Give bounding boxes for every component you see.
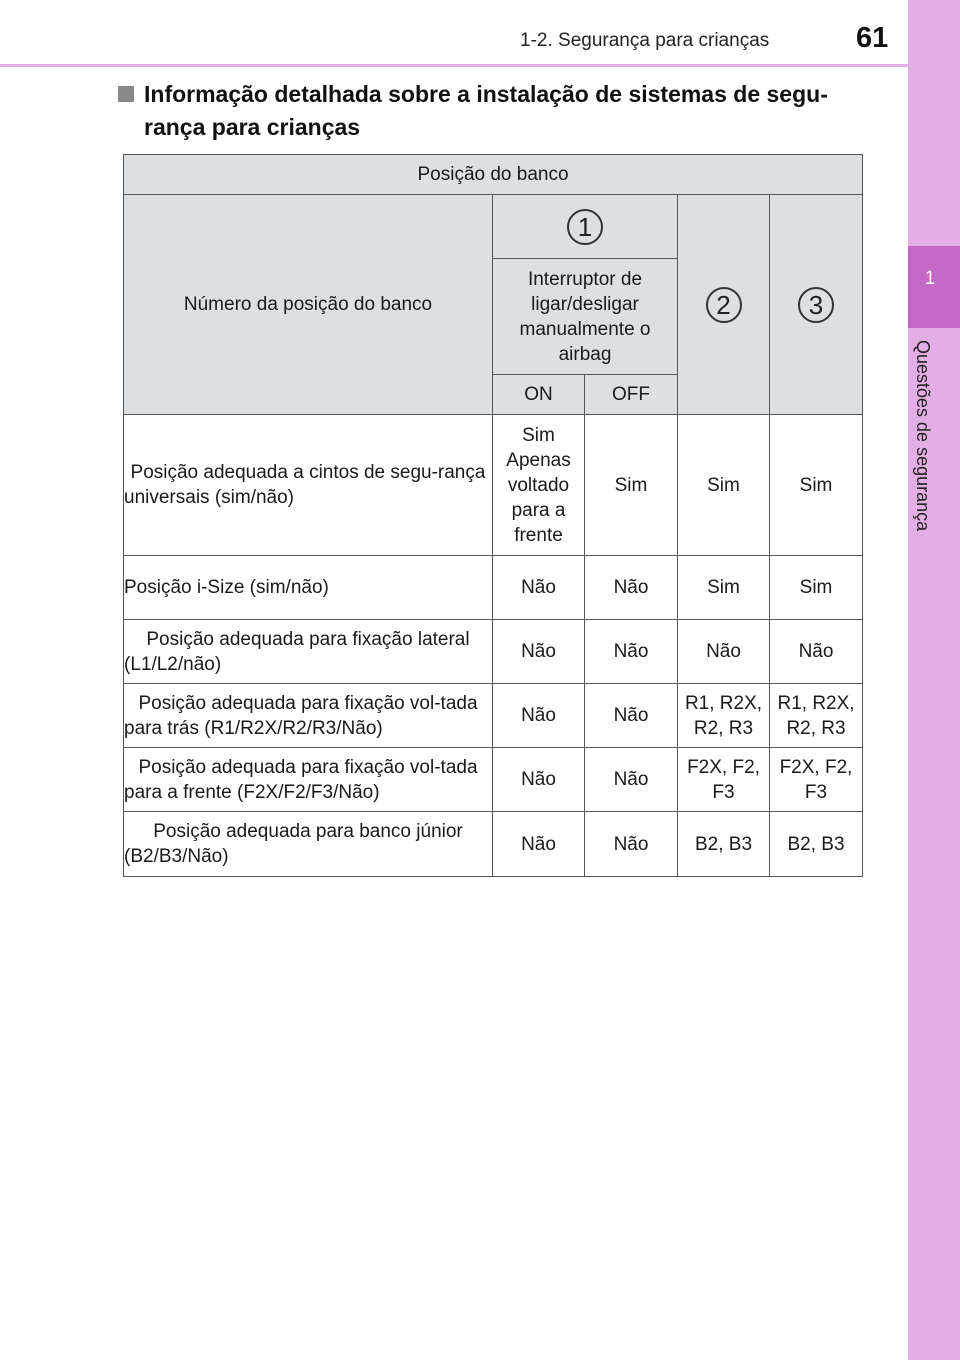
seat-number-label: Número da posição do banco	[124, 195, 493, 415]
chapter-number: 1	[924, 268, 936, 289]
cell-on: Não	[493, 748, 585, 812]
table-title: Posição do banco	[124, 155, 863, 195]
seat-number-1-icon: 1	[567, 209, 603, 245]
row-label: Posição i-Size (sim/não)	[124, 556, 493, 620]
cell-position-3: F2X, F2, F3	[770, 748, 863, 812]
cell-position-2: Não	[678, 620, 770, 684]
cell-position-2: R1, R2X, R2, R3	[678, 684, 770, 748]
cell-on: Não	[493, 684, 585, 748]
cell-off: Sim	[585, 415, 678, 556]
cell-position-3: R1, R2X, R2, R3	[770, 684, 863, 748]
cell-off: Não	[585, 812, 678, 877]
page-number: 61	[856, 22, 889, 54]
cell-position-2: B2, B3	[678, 812, 770, 877]
cell-on: Sim Apenas voltado para a frente	[493, 415, 585, 556]
header-divider	[0, 64, 908, 67]
row-label: Posição adequada para fixação vol-tada para trás (R1/R2X/R2/R3/Não)	[124, 684, 493, 748]
cell-off: Não	[585, 684, 678, 748]
chapter-title: Questões de segurança	[913, 340, 933, 532]
table-row	[124, 556, 863, 620]
seat-position-3	[770, 195, 863, 415]
switch-off-label: OFF	[585, 375, 678, 415]
chapter-side-tab	[908, 0, 960, 1360]
cell-position-2: Sim	[678, 556, 770, 620]
table-row	[124, 812, 863, 877]
cell-position-3: B2, B3	[770, 812, 863, 877]
square-bullet-icon	[118, 86, 134, 102]
cell-off: Não	[585, 748, 678, 812]
row-label: Posição adequada para fixação lateral (L1/L2/não)	[124, 620, 493, 684]
seat-number-2-icon: 2	[706, 287, 742, 323]
table-row	[124, 620, 863, 684]
cell-position-2: F2X, F2, F3	[678, 748, 770, 812]
seat-number-3-icon: 3	[798, 287, 834, 323]
table-row	[124, 684, 863, 748]
section-heading: Informação detalhada sobre a instalação de sistemas de segu-rança para crianças	[144, 81, 828, 140]
cell-position-3: Sim	[770, 415, 863, 556]
cell-position-3: Não	[770, 620, 863, 684]
cell-on: Não	[493, 556, 585, 620]
row-label: Posição adequada para banco júnior (B2/B3/Não)	[124, 812, 493, 877]
cell-position-2: Sim	[678, 415, 770, 556]
table-row	[124, 415, 863, 556]
airbag-switch-label: Interruptor de ligar/desligar manualmente o airbag	[493, 259, 678, 375]
seat-position-1	[493, 195, 678, 259]
cell-position-3: Sim	[770, 556, 863, 620]
row-label: Posição adequada para fixação vol-tada para a frente (F2X/F2/F3/Não)	[124, 748, 493, 812]
section-title: 1-2. Segurança para crianças	[520, 30, 770, 51]
cell-off: Não	[585, 556, 678, 620]
row-label: Posição adequada a cintos de segu-rança universais (sim/não)	[124, 415, 493, 556]
cell-off: Não	[585, 620, 678, 684]
seat-position-2	[678, 195, 770, 415]
cell-on: Não	[493, 620, 585, 684]
child-seat-table	[123, 154, 863, 877]
cell-on: Não	[493, 812, 585, 877]
switch-on-label: ON	[493, 375, 585, 415]
table-row	[124, 748, 863, 812]
